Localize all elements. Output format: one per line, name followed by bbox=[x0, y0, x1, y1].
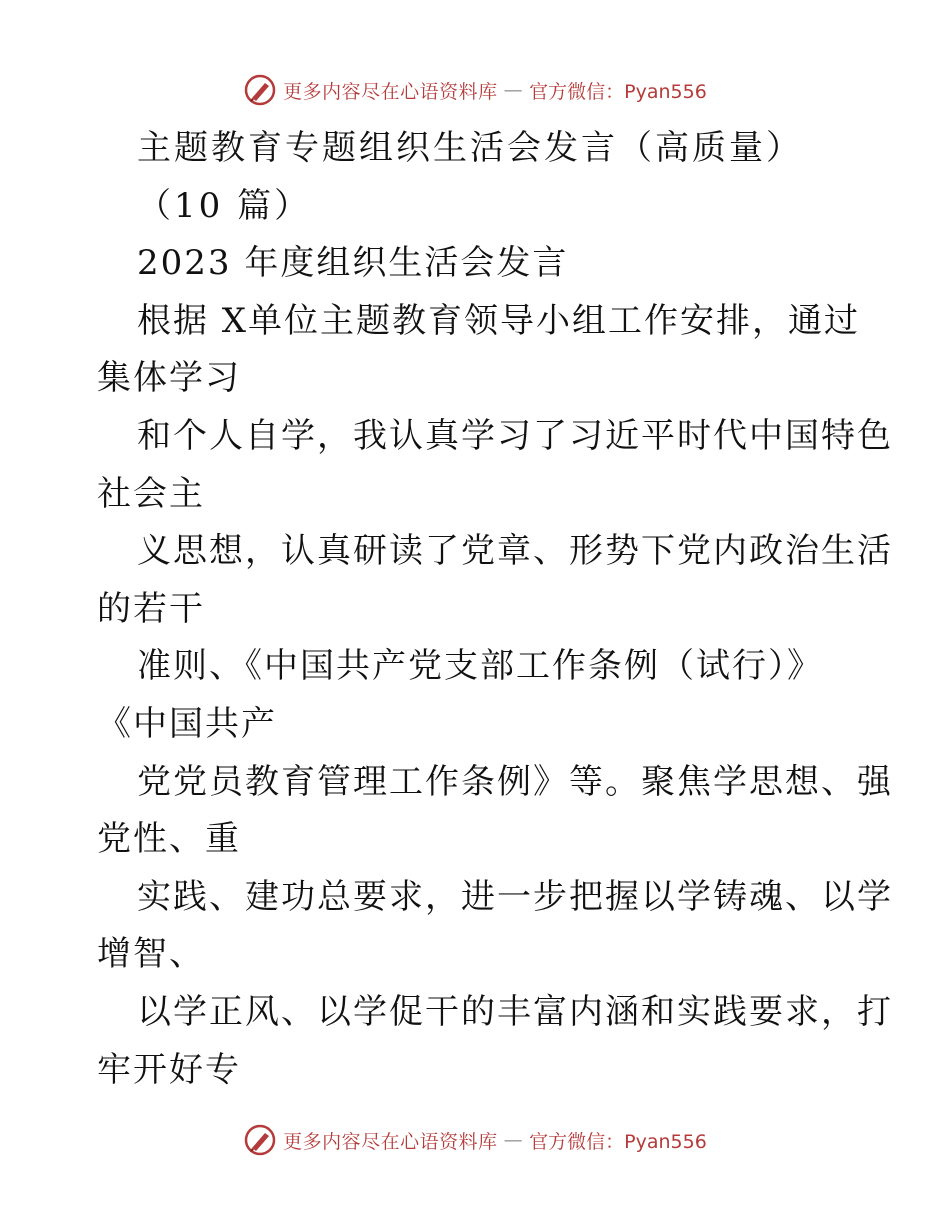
pen-logo-icon bbox=[243, 1123, 277, 1157]
paragraph-line: 义思想，认真研读了党章、形势下党内政治生活 bbox=[137, 531, 893, 572]
paragraph-line: 根据 X单位主题教育领导小组工作安排，通过 bbox=[137, 300, 861, 341]
document-title-line-1: 主题教育专题组织生活会发言（高质量） bbox=[137, 128, 803, 168]
watermark-separator: — bbox=[503, 1129, 524, 1151]
watermark-wechat: 官方微信：Pyan556 bbox=[529, 80, 707, 103]
paragraph-line: 准则、《中国共产党支部工作条例（试行）》 bbox=[137, 646, 823, 687]
watermark-brand: 更多内容尽在心语资料库 bbox=[283, 80, 498, 103]
paragraph-line: 的若干 bbox=[97, 588, 205, 629]
pen-logo-icon bbox=[243, 73, 277, 107]
paragraph-line: 党党员教育管理工作条例》等。聚焦学思想、强 bbox=[137, 761, 893, 802]
watermark-brand: 更多内容尽在心语资料库 bbox=[283, 1130, 498, 1153]
paragraph-line: 以学正风、以学促干的丰富内涵和实践要求，打 bbox=[137, 991, 893, 1032]
document-subtitle: 2023 年度组织生活会发言 bbox=[137, 243, 569, 284]
footer-watermark bbox=[0, 1120, 950, 1160]
paragraph-line: 党性、重 bbox=[97, 819, 241, 860]
document-title-line-2: （10 篇） bbox=[137, 185, 312, 226]
paragraph-line: 增智、 bbox=[97, 934, 205, 975]
paragraph-line: 社会主 bbox=[97, 473, 205, 514]
paragraph-line: 《中国共产 bbox=[97, 703, 277, 744]
paragraph-line: 和个人自学，我认真学习了习近平时代中国特色 bbox=[137, 415, 893, 456]
watermark-wechat: 官方微信：Pyan556 bbox=[529, 1130, 707, 1153]
paragraph-line: 实践、建功总要求，进一步把握以学铸魂、以学 bbox=[137, 876, 893, 917]
header-watermark bbox=[0, 70, 950, 110]
watermark-separator: — bbox=[503, 79, 524, 101]
document-body bbox=[97, 120, 893, 1099]
paragraph-line: 牢开好专 bbox=[97, 1049, 241, 1090]
paragraph-line: 集体学习 bbox=[97, 358, 241, 399]
